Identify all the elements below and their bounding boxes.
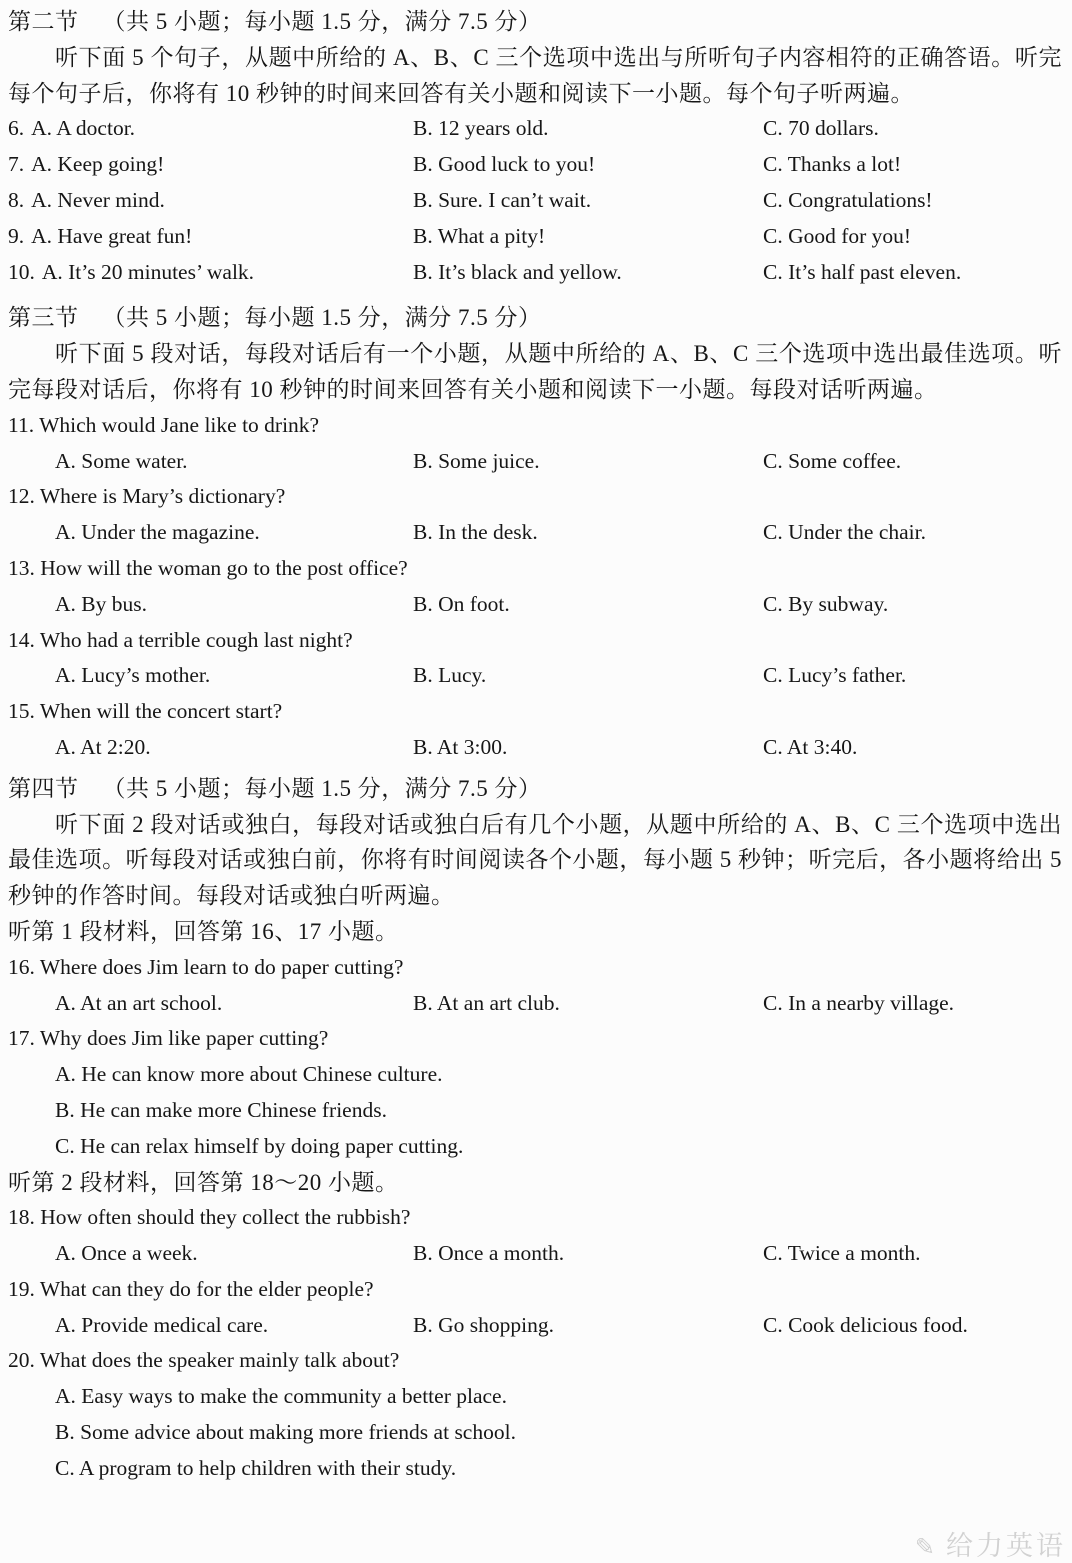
question-14-options: [8, 658, 1062, 694]
question-6-cell-a: [8, 111, 413, 147]
pen-logo-icon: ✎: [914, 1535, 938, 1562]
section2-instructions: 听下面 5 个句子，从题中所给的 A、B、C 三个选项中选出与所听句子内容相符的正确答语。听完每个句子后，你将有 10 秒钟的时间来回答有关小题和阅读下一小题。每个句子听两遍。: [8, 44, 1062, 106]
question-15-option-b: B. At 3:00.: [413, 734, 508, 759]
section4-title: 第四节: [8, 775, 79, 801]
question-20-option-b: B. Some advice about making more friends at school.: [55, 1420, 516, 1445]
section4-subtitle: （共 5 小题；每小题 1.5 分，满分 7.5 分）: [102, 775, 542, 801]
question-10-option-c: C. It’s half past eleven.: [763, 259, 962, 284]
question-13-options: [8, 587, 1062, 623]
question-18-option-c: C. Twice a month.: [763, 1241, 921, 1266]
material-2-note: 听第 2 段材料，回答第 18～20 小题。: [8, 1169, 399, 1195]
question-8-cell-a: [8, 183, 413, 219]
question-18-option-b: B. Once a month.: [413, 1241, 565, 1266]
question-13-option-b: B. On foot.: [413, 591, 510, 616]
question-9-cell-a: [8, 219, 413, 255]
question-20-option-a: A. Easy ways to make the community a better place.: [55, 1384, 507, 1409]
question-7-option-a: A. Keep going!: [31, 152, 165, 177]
question-16-option-c: C. In a nearby village.: [763, 990, 955, 1015]
question-6-number: 6.: [8, 116, 25, 141]
question-11-stem: 11. Which would Jane like to drink?: [8, 412, 320, 437]
question-18-options: [8, 1236, 1062, 1272]
question-13-option-c: C. By subway.: [763, 591, 889, 616]
question-10-cell-a: [8, 255, 413, 291]
question-14-option-c: C. Lucy’s father.: [763, 663, 907, 688]
question-15-option-c: C. At 3:40.: [763, 734, 858, 759]
question-12-options: [8, 515, 1062, 551]
question-17-option-b: B. He can make more Chinese friends.: [55, 1097, 387, 1122]
watermark: [915, 1529, 1066, 1563]
question-18-stem: 18. How often should they collect the rubbish?: [8, 1205, 411, 1230]
question-10-option-a: A. It’s 20 minutes’ walk.: [41, 259, 255, 284]
section2-title: 第二节: [8, 9, 79, 34]
question-6-option-c: C. 70 dollars.: [763, 116, 879, 141]
question-9-option-b: B. What a pity!: [413, 223, 546, 248]
question-12-option-c: C. Under the chair.: [763, 520, 926, 545]
question-7-option-c: C. Thanks a lot!: [763, 152, 902, 177]
question-7-option-b: B. Good luck to you!: [413, 152, 596, 177]
question-17-option-a: A. He can know more about Chinese culture.: [55, 1062, 443, 1087]
question-10-option-b: B. It’s black and yellow.: [413, 259, 622, 284]
question-7-number: 7.: [8, 152, 25, 177]
section4-instructions: 听下面 2 段对话或独白，每段对话或独白后有几个小题，从题中所给的 A、B、C 三个选项中选出最佳选项。听每段对话或独白前，你将有时间阅读各个小题，每小题 5 秒钟；听完后，各小题将给出 5 秒钟的作答时间。每段对话或独白听两遍。: [8, 811, 1062, 909]
question-14-option-b: B. Lucy.: [413, 663, 487, 688]
question-6-option-a: A. A doctor.: [31, 116, 136, 141]
question-16-option-a: A. At an art school.: [55, 990, 223, 1015]
question-17-stem: 17. Why does Jim like paper cutting?: [8, 1026, 329, 1051]
section3-header: [8, 300, 1062, 336]
question-19-stem: 19. What can they do for the elder people?: [8, 1276, 374, 1301]
question-12-stem: 12. Where is Mary’s dictionary?: [8, 484, 286, 509]
question-8-option-c: C. Congratulations!: [763, 187, 933, 212]
section3-subtitle: （共 5 小题；每小题 1.5 分，满分 7.5 分）: [102, 305, 542, 331]
question-row-6: [8, 111, 1062, 147]
section3-title: 第三节: [8, 305, 79, 331]
question-9-number: 9.: [8, 223, 25, 248]
watermark-text: 给力英语: [946, 1531, 1066, 1562]
question-11-option-b: B. Some juice.: [413, 448, 540, 473]
question-13-stem: 13. How will the woman go to the post office?: [8, 555, 408, 580]
question-7-cell-a: [8, 147, 413, 183]
question-row-9: [8, 219, 1062, 255]
question-11-option-a: A. Some water.: [55, 448, 188, 473]
material-1-note: 听第 1 段材料，回答第 16、17 小题。: [8, 918, 399, 944]
question-row-8: [8, 183, 1062, 219]
question-row-10: [8, 255, 1062, 291]
question-11-options: [8, 444, 1062, 480]
section3-instructions: 听下面 5 段对话，每段对话后有一个小题，从题中所给的 A、B、C 三个选项中选出最佳选项。听完每段对话后，你将有 10 秒钟的时间来回答有关小题和阅读下一小题。每段对话听两遍。: [8, 341, 1062, 402]
question-11-option-c: C. Some coffee.: [763, 448, 902, 473]
question-8-number: 8.: [8, 187, 25, 212]
question-12-option-b: B. In the desk.: [413, 520, 538, 545]
question-19-option-b: B. Go shopping.: [413, 1312, 554, 1337]
question-19-options: [8, 1308, 1062, 1344]
question-9-option-c: C. Good for you!: [763, 223, 912, 248]
question-row-7: [8, 147, 1062, 183]
question-16-stem: 16. Where does Jim learn to do paper cutting?: [8, 954, 404, 979]
question-14-option-a: A. Lucy’s mother.: [55, 663, 211, 688]
question-8-option-a: A. Never mind.: [31, 187, 165, 212]
question-14-stem: 14. Who had a terrible cough last night?: [8, 627, 353, 652]
question-13-option-a: A. By bus.: [55, 591, 147, 616]
question-9-option-a: A. Have great fun!: [31, 223, 193, 248]
section4-header: [8, 771, 1062, 807]
question-12-option-a: A. Under the magazine.: [55, 520, 260, 545]
question-19-option-c: C. Cook delicious food.: [763, 1312, 968, 1337]
section2-header: [8, 4, 1062, 40]
question-15-options: [8, 730, 1062, 766]
question-18-option-a: A. Once a week.: [55, 1241, 198, 1266]
section2-subtitle: （共 5 小题；每小题 1.5 分，满分 7.5 分）: [102, 9, 542, 34]
question-20-option-c: C. A program to help children with their study.: [55, 1455, 457, 1480]
question-8-option-b: B. Sure. I can’t wait.: [413, 187, 592, 212]
question-10-number: 10.: [8, 259, 35, 284]
question-20-stem: 20. What does the speaker mainly talk about?: [8, 1348, 400, 1373]
question-19-option-a: A. Provide medical care.: [55, 1312, 269, 1337]
question-6-option-b: B. 12 years old.: [413, 116, 549, 141]
question-17-option-c: C. He can relax himself by doing paper cutting.: [55, 1133, 464, 1158]
question-15-option-a: A. At 2:20.: [55, 734, 151, 759]
question-15-stem: 15. When will the concert start?: [8, 699, 283, 724]
question-16-option-b: B. At an art club.: [413, 990, 560, 1015]
question-16-options: [8, 986, 1062, 1022]
